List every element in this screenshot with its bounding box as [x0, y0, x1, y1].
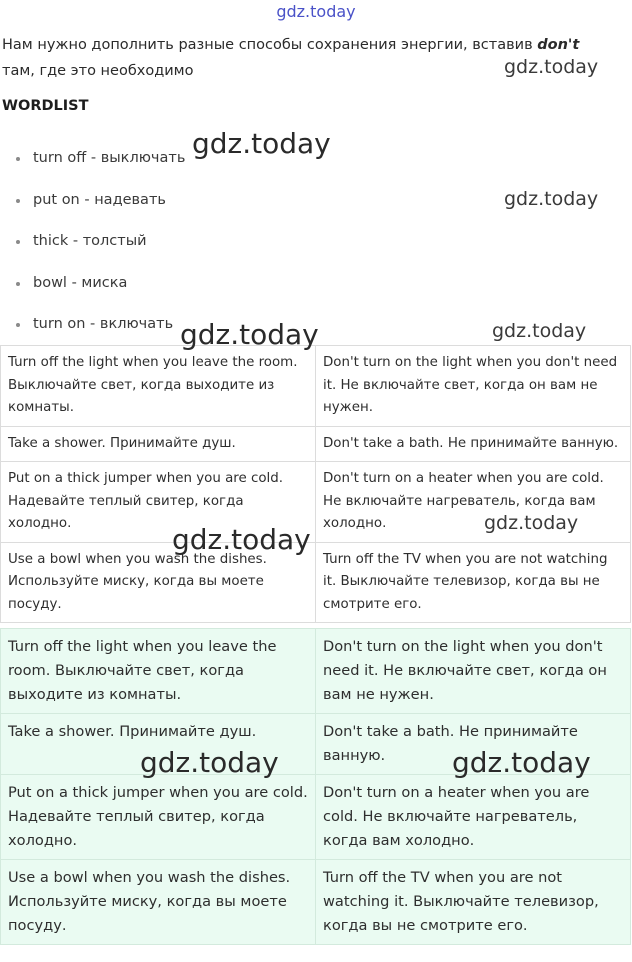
- table-cell: Don't take a bath. Не принимайте ванную.: [316, 426, 631, 462]
- table-row: [1, 629, 631, 714]
- wordlist-item-text: turn on - включать: [33, 316, 174, 333]
- table-row: [1, 775, 631, 860]
- table-cell: Take a shower. Принимайте душ.: [1, 426, 316, 462]
- bullet-icon: [16, 282, 20, 286]
- watermark: gdz.today: [504, 188, 599, 210]
- table-cell: Don't turn on the light when you don't need it. Не включайте свет, когда он вам не нужен.: [316, 629, 631, 714]
- bullet-icon: [16, 323, 20, 327]
- watermark: gdz.today: [180, 318, 319, 351]
- table-cell: Use a bowl when you wash the dishes. Используйте миску, когда вы моете посуду.: [1, 860, 316, 945]
- watermark: gdz.today: [504, 56, 599, 78]
- wordlist-item-text: thick - толстый: [33, 233, 147, 250]
- answers-table: [0, 345, 631, 623]
- wordlist-item: [16, 271, 185, 313]
- table-cell: Put on a thick jumper when you are cold. Надевайте теплый свитер, когда холодно.: [1, 775, 316, 860]
- table-cell: Don't turn on the light when you don't need it. Не включайте свет, когда он вам не нужен.: [316, 346, 631, 427]
- wordlist-item: [16, 146, 185, 188]
- wordlist-item: [16, 188, 185, 230]
- table-cell: Use a bowl when you wash the dishes. Используйте миску, когда вы моете посуду.: [1, 542, 316, 623]
- table-cell: Don't turn on a heater when you are cold. Не включайте нагреватель, когда вам холодно.: [316, 462, 631, 543]
- instruction-text-end: там, где это необходимо: [2, 63, 194, 79]
- bullet-icon: [16, 240, 20, 244]
- watermark: gdz.today: [452, 746, 591, 779]
- site-logo: gdz.today: [276, 2, 356, 21]
- table-cell: Put on a thick jumper when you are cold. Надевайте теплый свитер, когда холодно.: [1, 462, 316, 543]
- watermark: gdz.today: [192, 127, 331, 160]
- table-row: [1, 426, 631, 462]
- bullet-icon: [16, 157, 20, 161]
- table-row: [1, 860, 631, 945]
- table-row: [1, 346, 631, 427]
- instruction-emphasis: don't: [537, 37, 580, 53]
- table-cell: Don't turn on a heater when you are cold. Не включайте нагреватель, когда вам холодно.: [316, 775, 631, 860]
- watermark: gdz.today: [140, 746, 279, 779]
- table-row: [1, 542, 631, 623]
- bullet-icon: [16, 199, 20, 203]
- watermark: gdz.today: [484, 512, 579, 534]
- wordlist-item-text: bowl - миска: [33, 274, 128, 291]
- answers-table-highlighted: [0, 628, 631, 945]
- instruction-text-start: Нам нужно дополнить разные способы сохранения энергии, вставив: [2, 37, 538, 53]
- wordlist-title: WORDLIST: [2, 98, 89, 114]
- table-cell: Turn off the TV when you are not watching it. Выключайте телевизор, когда вы не смотрите его.: [316, 542, 631, 623]
- wordlist: [16, 146, 185, 354]
- wordlist-item: [16, 229, 185, 271]
- watermark: gdz.today: [172, 523, 311, 556]
- table-cell: Turn off the TV when you are not watching it. Выключайте телевизор, когда вы не смотрите его.: [316, 860, 631, 945]
- table-cell: Turn off the light when you leave the room. Выключайте свет, когда выходите из комнаты.: [1, 346, 316, 427]
- watermark: gdz.today: [492, 320, 587, 342]
- table-cell: Take a shower. Принимайте душ.: [1, 714, 316, 775]
- table-cell: Turn off the light when you leave the room. Выключайте свет, когда выходите из комнаты.: [1, 629, 316, 714]
- wordlist-item-text: turn off - выключать: [33, 150, 186, 166]
- wordlist-item-text: put on - надевать: [33, 191, 166, 208]
- table-cell: Don't take a bath. Не принимайте ванную.: [316, 714, 631, 775]
